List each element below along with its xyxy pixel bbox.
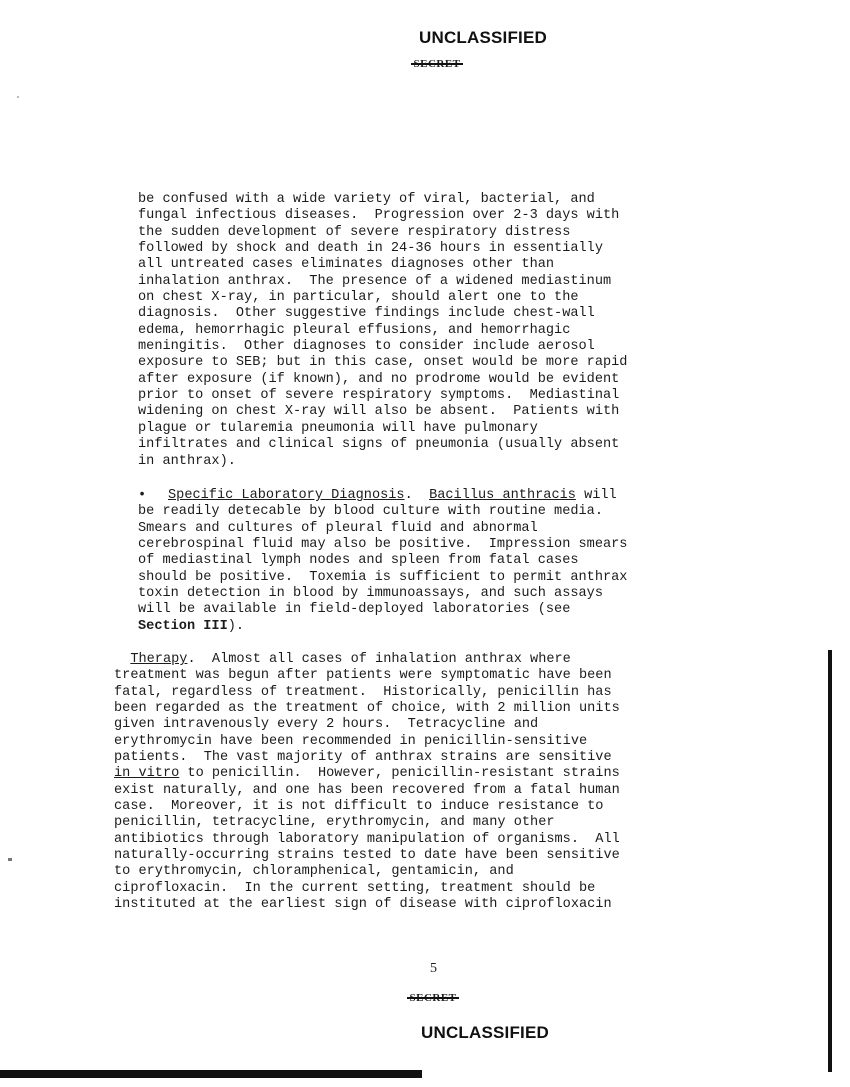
text-line: plague or tularemia pneumonia will have pulmonary	[138, 420, 538, 436]
in-vitro-line-rest: to penicillin. However, penicillin-resistant strains	[179, 766, 620, 782]
scan-edge-rule-right	[828, 650, 832, 1072]
struck-marking-bottom-text: SECRET	[409, 992, 457, 1004]
text-line: naturally-occurring strains tested to date have been sensitive	[114, 848, 620, 864]
classification-banner-top: UNCLASSIFIED	[418, 28, 548, 47]
text-line: Smears and cultures of pleural fluid and abnormal	[138, 520, 538, 536]
text-line: should be positive. Toxemia is sufficient to permit anthrax	[138, 569, 628, 585]
text-line: of mediastinal lymph nodes and spleen from fatal cases	[138, 553, 579, 569]
text-line: instituted at the earliest sign of disease with ciprofloxacin	[114, 897, 612, 913]
text-line: given intravenously every 2 hours. Tetracycline and	[114, 717, 539, 733]
text-line: been regarded as the treatment of choice, with 2 million units	[114, 701, 620, 717]
text-line: fatal, regardless of treatment. Historically, penicillin has	[114, 684, 612, 700]
therapy-lines-b	[114, 783, 620, 912]
therapy-heading: Therapy	[130, 652, 188, 667]
text-line: widening on chest X-ray will also be absent. Patients with	[138, 404, 620, 420]
text-line: toxin detection in blood by immunoassays, and such assays	[138, 586, 603, 602]
text-line: diagnosis. Other suggestive findings include chest-wall	[138, 306, 595, 322]
text-line: edema, hemorrhagic pleural effusions, and hemorrhagic	[138, 322, 571, 338]
scan-edge-rule-bottom	[0, 1070, 422, 1078]
section-reference: Section III	[138, 618, 228, 634]
lab-diagnosis-heading: Specific Laboratory Diagnosis	[168, 488, 405, 503]
differential-diagnosis-paragraph	[138, 192, 627, 470]
text-line: inhalation anthrax. The presence of a widened mediastinum	[138, 273, 612, 289]
therapy-lines-a	[114, 668, 620, 765]
text-line: will be available in field-deployed laboratories (see	[138, 602, 571, 618]
in-vitro-term: in vitro	[114, 766, 180, 782]
lab-diagnosis-lines	[138, 504, 627, 617]
text-line: prior to onset of severe respiratory symptoms. Mediastinal	[138, 388, 620, 404]
text-line: the sudden development of severe respiratory distress	[138, 224, 571, 240]
struck-marking-top	[12, 58, 850, 70]
section-reference-tail: ).	[227, 618, 245, 634]
text-line: to erythromycin, chloramphenical, gentamicin, and	[114, 864, 514, 880]
lab-diagnosis-paragraph	[138, 488, 627, 635]
text-line: all untreated cases eliminates diagnoses other than	[138, 257, 555, 273]
text-line: penicillin, tetracycline, erythromycin, and many other	[114, 815, 555, 831]
text-line: exposure to SEB; but in this case, onset would be more rapid	[138, 355, 628, 371]
therapy-first-line-rest: . Almost all cases of inhalation anthrax where	[187, 652, 571, 667]
lab-first-line-rest: will	[575, 488, 617, 503]
struck-marking-top-text: SECRET	[413, 58, 461, 70]
text-line: meningitis. Other diagnoses to consider include aerosol	[138, 339, 595, 355]
text-line: after exposure (if known), and no prodrome would be evident	[138, 371, 620, 387]
scan-speck	[17, 96, 19, 98]
text-line: ciprofloxacin. In the current setting, treatment should be	[114, 880, 596, 896]
struck-marking-bottom	[8, 992, 850, 1004]
text-line: infiltrates and clinical signs of pneumonia (usually absent	[138, 437, 620, 453]
text-line: patients. The vast majority of anthrax strains are sensitive	[114, 750, 612, 766]
text-line: fungal infectious diseases. Progression over 2-3 days with	[138, 208, 620, 224]
text-line: be confused with a wide variety of viral, bacterial, and	[138, 192, 595, 207]
bullet-glyph: •	[138, 488, 147, 503]
text-line: followed by shock and death in 24-36 hours in essentially	[138, 241, 603, 257]
page-number: 5	[430, 961, 437, 976]
organism-name: Bacillus anthracis	[429, 488, 576, 503]
lab-heading-punct: .	[404, 488, 413, 503]
text-line: treatment was begun after patients were symptomatic have been	[114, 668, 612, 684]
scan-speck	[8, 858, 12, 861]
text-line: be readily detecable by blood culture with routine media.	[138, 504, 603, 520]
text-line: antibiotics through laboratory manipulation of organisms. All	[114, 831, 620, 847]
text-line: case. Moreover, it is not difficult to induce resistance to	[114, 799, 604, 815]
therapy-paragraph	[114, 652, 620, 914]
classification-banner-bottom: UNCLASSIFIED	[420, 1023, 550, 1042]
text-line: in anthrax).	[138, 453, 236, 469]
text-line: cerebrospinal fluid may also be positive. Impression smears	[138, 537, 628, 553]
text-line: exist naturally, and one has been recovered from a fatal human	[114, 782, 620, 798]
text-line: on chest X-ray, in particular, should alert one to the	[138, 290, 579, 306]
text-line: erythromycin have been recommended in penicillin-sensitive	[114, 733, 588, 749]
